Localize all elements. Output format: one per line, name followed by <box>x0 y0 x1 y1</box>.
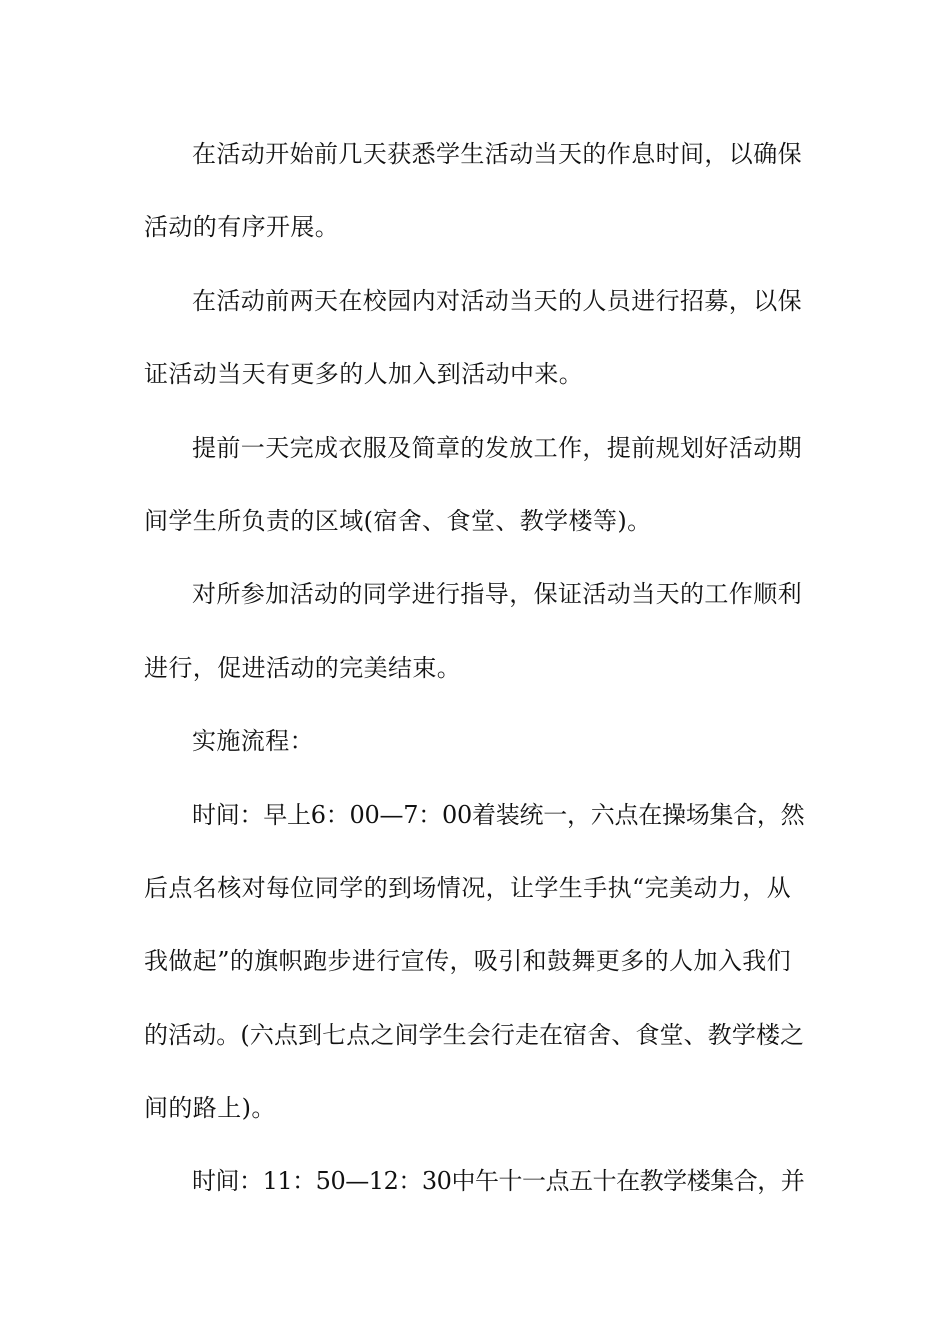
paragraph-2 <box>144 265 806 412</box>
body-text <box>144 118 806 1219</box>
text-line: 时间：早上6：00—7：00着装统一，六点在操场集合，然 <box>192 800 805 829</box>
text-line: 的活动。(六点到七点之间学生会行走在宿舍、食堂、教学楼之 <box>144 1020 805 1049</box>
text-line: 时间：11：50—12：30中午十一点五十在教学楼集合，并 <box>192 1167 805 1196</box>
paragraph-3 <box>144 412 806 559</box>
paragraph-1 <box>144 118 806 265</box>
paragraph-4 <box>144 558 806 705</box>
text-line: 证活动当天有更多的人加入到活动中来。 <box>144 360 584 389</box>
text-line: 对所参加活动的同学进行指导，保证活动当天的工作顺利 <box>192 580 802 609</box>
text-line: 在活动开始前几天获悉学生活动当天的作息时间，以确保 <box>192 140 802 168</box>
text-line: 后点名核对每位同学的到场情况，让学生手执“完美动力，从 <box>144 873 792 902</box>
text-line: 间的路上)。 <box>144 1094 276 1123</box>
text-line: 我做起”的旗帜跑步进行宣传，吸引和鼓舞更多的人加入我们 <box>144 947 792 976</box>
text-line: 实施流程： <box>192 727 314 756</box>
paragraph-schedule-noon <box>144 1145 806 1218</box>
section-heading-implementation <box>144 705 806 778</box>
text-line: 提前一天完成衣服及简章的发放工作，提前规划好活动期 <box>192 433 802 462</box>
text-line: 活动的有序开展。 <box>144 213 340 242</box>
text-line: 间学生所负责的区域(宿舍、食堂、教学楼等)。 <box>144 506 652 535</box>
text-line: 进行，促进活动的完美结束。 <box>144 653 462 682</box>
text-line: 在活动前两天在校园内对活动当天的人员进行招募，以保 <box>192 286 802 315</box>
paragraph-schedule-morning <box>144 779 806 1146</box>
